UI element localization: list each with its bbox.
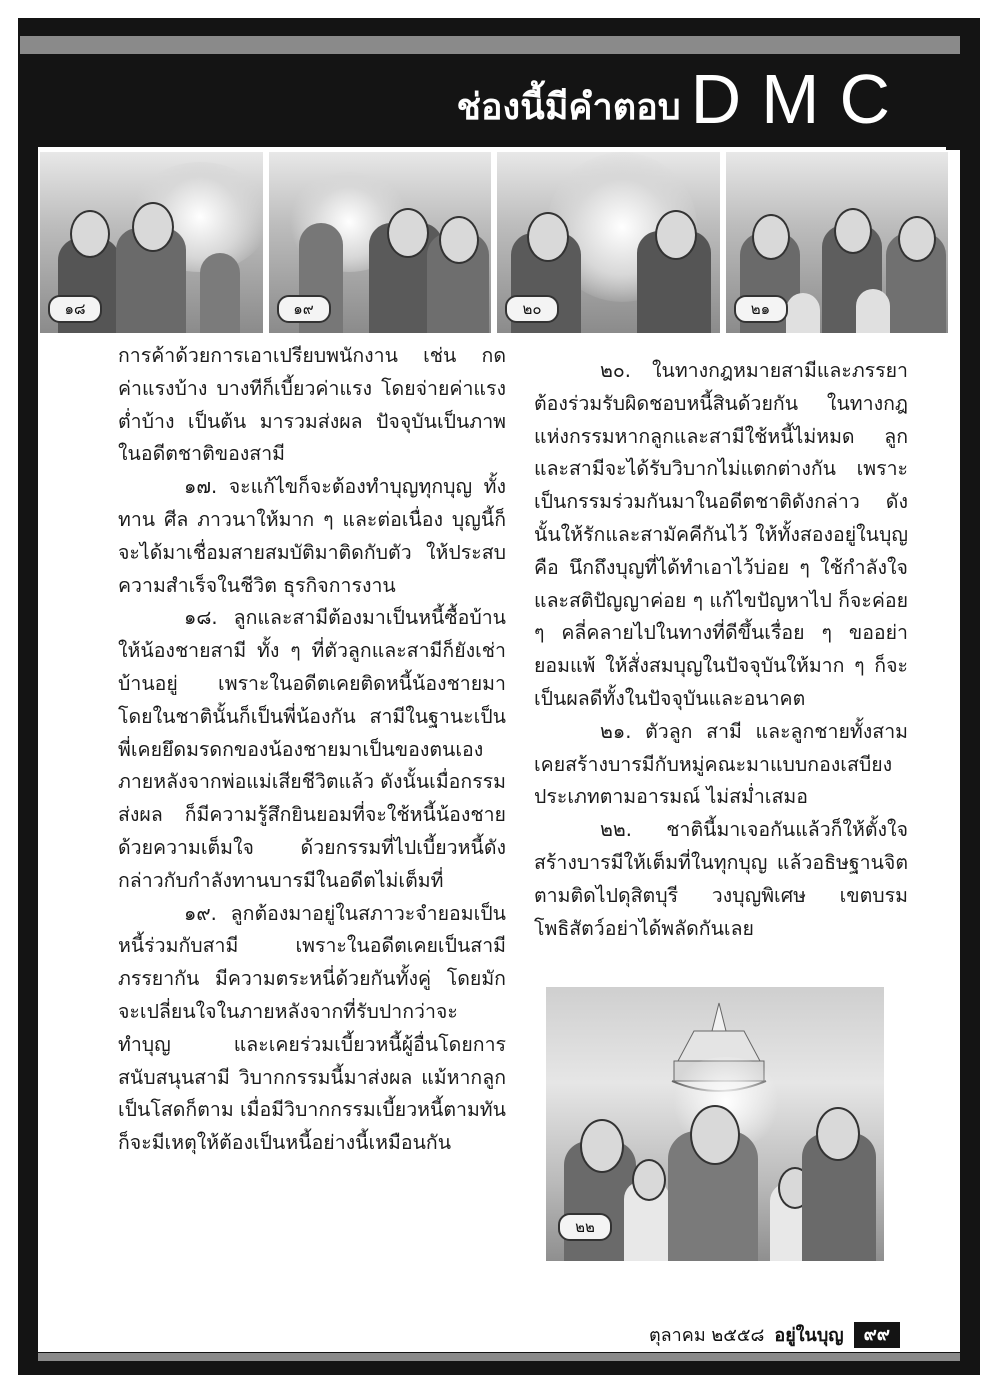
section-title	[456, 60, 910, 138]
top-gray-band	[20, 36, 960, 54]
paragraph-right-20: ๒๐. ในทางกฎหมายสามีและภรรยาต้องร่วมรับผิดชอบหนี้สินด้วยกัน ในทางกฎแห่งกรรมหากลูกและสามีใช้หนี้ไม่หมด ลูกและสามีจะได้รับวิบากไม่แตกต่างกัน เพราะเป็นกรรมร่วมกันมาในอดีตชาติดังกล่าว ดังนั้นให้รักและสามัคคีกันไว้ ให้ทั้งสองอยู่ในบุญ คือ นึกถึงบุญที่ได้ทำเอาไว้บ่อย ๆ ใช้กำลังใจและสติปัญญาค่อย ๆ แก้ไขปัญหาไป ก็จะค่อย ๆ คลี่คลายไปในทางที่ดีขึ้นเรื่อย ๆ ขออย่ายอมแพ้ ให้สั่งสมบุญในปัจจุบันให้มาก ๆ ก็จะเป็นผลดีทั้งในปัจจุบันและอนาคต	[534, 359, 908, 710]
paragraph-left-19: ๑๙. ลูกต้องมาอยู่ในสภาวะจำยอมเป็นหนี้ร่วมกับสามี เพราะในอดีตเคยเป็นสามีภรรยากัน มีความตระหนี่ด้วยกันทั้งคู่ โดยมักจะเปลี่ยนใจในภายหลังจากที่รับปากว่าจะทำบุญ และเคยร่วมเบี้ยวหนี้ผู้อื่นโดยการสนับสนุนสามี วิบากกรรมนี้มาส่งผล แม้หากลูกเป็นโสดก็ตาม เมื่อมีวิบากกรรมเบี้ยวหนี้ตามทันก็จะมีเหตุให้ต้องเป็นหนี้อย่างนี้เหมือนกัน	[118, 901, 506, 1155]
section-title-dmc: DMC	[690, 60, 910, 138]
photo-22	[546, 987, 884, 1261]
article-column-left	[118, 340, 506, 1160]
paragraph-right-22: ๒๒. ชาตินี้มาเจอกันแล้วก็ให้ตั้งใจสร้างบารมีให้เต็มที่ในทุกบุญ แล้วอธิษฐานจิตตามติดไปดุสิตบุรี วงบุญพิเศษ เขตบรมโพธิสัตว์อย่าได้พลัดกันเลย	[534, 818, 908, 940]
photo-number-19: ๑๙	[277, 295, 331, 323]
photo-strip	[40, 152, 948, 333]
paragraph-left-17: ๑๗. จะแก้ไขก็จะต้องทำบุญทุกบุญ ทั้งทาน ศีล ภาวนาให้มาก ๆ และต่อเนื่อง บุญนี้ก็จะได้มาเชื่อมสายสมบัติมาติดกับตัว ให้ประสบความสำเร็จในชีวิต ธุรกิจการงาน	[118, 475, 506, 597]
footer-magazine: อยู่ในบุญ	[774, 1325, 844, 1346]
paragraph-right-21: ๒๑. ตัวลูก สามี และลูกชายทั้งสาม เคยสร้างบารมีกับหมู่คณะมาแบบกองเสบียงประเภทตามอารมณ์ ไม่สม่ำเสมอ	[534, 719, 908, 809]
paragraph-left-1: การค้าด้วยการเอาเปรียบพนักงาน เช่น กดค่าแรงบ้าง บางทีก็เบี้ยวค่าแรง โดยจ่ายค่าแรงต่ำบ้าง เป็นต้น มารวมส่งผล ปัจจุบันเป็นภาพในอดีตชาติของสามี	[118, 344, 506, 466]
photo-21	[726, 152, 949, 333]
page-footer	[649, 1320, 900, 1349]
photo-number-20: ๒๐	[505, 295, 559, 323]
photo-20	[497, 152, 720, 333]
bottom-gray-band	[38, 1353, 960, 1361]
page-number: ๙๙	[854, 1322, 900, 1348]
header-divider	[38, 147, 946, 151]
section-title-thai: ช่องนี้มีคำตอบ	[456, 87, 681, 128]
photo-number-22: ๒๒	[558, 1213, 612, 1241]
photo-19	[269, 152, 492, 333]
article-column-right	[534, 355, 908, 945]
paragraph-left-18: ๑๘. ลูกและสามีต้องมาเป็นหนี้ซื้อบ้านให้น้องชายสามี ทั้ง ๆ ที่ตัวลูกและสามีก็ยังเช่าบ้านอยู่ เพราะในอดีตเคยติดหนี้น้องชายมา โดยในชาตินั้นก็เป็นพี่น้องกัน สามีในฐานะเป็นพี่เคยยึดมรดกของน้องชายมาเป็นของตนเอง ภายหลังจากพ่อแม่เสียชีวิตแล้ว ดังนั้นเมื่อกรรมส่งผล ก็มีความรู้สึกยินยอมที่จะใช้หนี้น้องชายด้วยความเต็มใจ ด้วยกรรมที่ไปเบี้ยวหนี้ดังกล่าวกับกำลังทานบารมีในอดีตไม่เต็มที่	[118, 606, 506, 892]
photo-18	[40, 152, 263, 333]
footer-date: ตุลาคม ๒๕๕๘	[648, 1325, 765, 1346]
photo-number-21: ๒๑	[734, 295, 788, 323]
photo-number-18: ๑๘	[48, 295, 102, 323]
